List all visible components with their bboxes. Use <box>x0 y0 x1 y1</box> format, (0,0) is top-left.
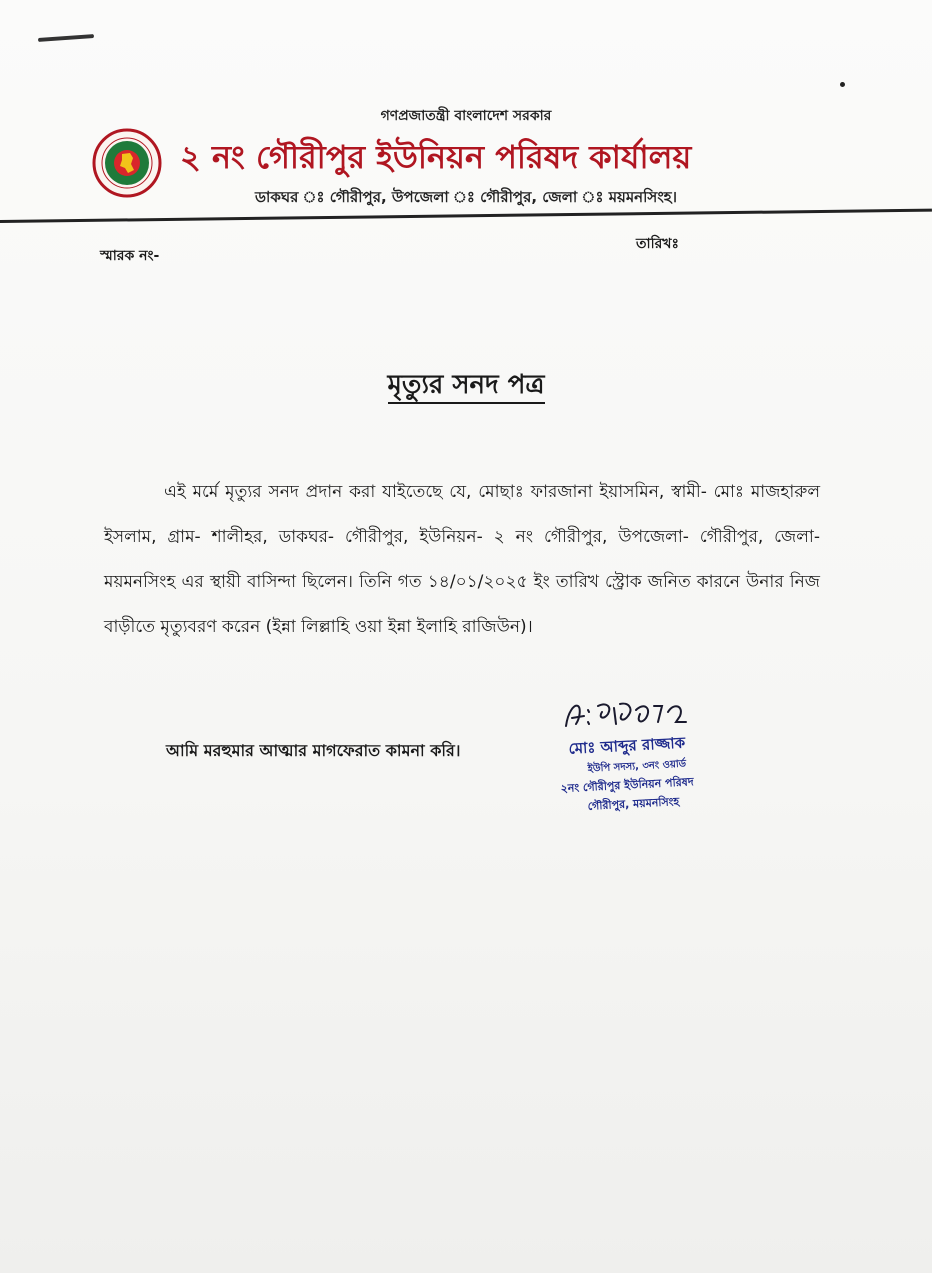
certificate-title-text: মৃত্যুর সনদ পত্র <box>388 370 545 404</box>
certificate-title <box>0 364 932 408</box>
date-label: তারিখঃ <box>636 236 679 252</box>
office-title: ২ নং গৌরীপুর ইউনিয়ন পরিষদ কার্যালয় <box>180 138 692 176</box>
stamp-office: ২নং গৌরীপুর ইউনিয়ন পরিষদ <box>560 775 694 796</box>
pen-mark <box>38 34 94 42</box>
office-address: ডাকঘর ঃ গৌরীপুর, উপজেলা ঃ গৌরীপুর, জেলা ঃ ময়মনসিংহ। <box>254 188 678 206</box>
memo-number-label: স্মারক নং- <box>100 248 160 264</box>
condolence-line: আমি মরহুমার আত্মার মাগফেরাত কামনা করি। <box>166 741 461 760</box>
government-line: গণপ্রজাতন্ত্রী বাংলাদেশ সরকার <box>380 108 552 124</box>
stamp-place: গৌরীপুর, ময়মনসিংহ <box>587 795 680 813</box>
official-stamp <box>558 728 762 818</box>
stamp-name: মোঃ আব্দুর রাজ্জাক <box>568 733 686 758</box>
stamp-role: ইউপি সদস্য, ৩নং ওয়ার্ড <box>587 758 687 775</box>
certificate-body: এই মর্মে মৃত্যুর সনদ প্রদান করা যাইতেছে যে, মোছাঃ ফারজানা ইয়াসমিন, স্বামী- মোঃ মাজহারুল ইসলাম, গ্রাম- শালীহর, ডাকঘর- গৌরীপুর, ইউনিয়ন- ২ নং গৌরীপুর, উপজেলা- গৌরীপুর, জেলা- ময়মনসিংহ এর স্থায়ী বাসিন্দা ছিলেন। তিনি গত ১৪/০১/২০২৫ ইং তারিখ স্ট্রোক জনিত কারনে উনার নিজ বাড়ীতে মৃত্যুবরণ করেন (ইন্না লিল্লাহি ওয়া ইন্না ইলাহি রাজিউন)। <box>104 482 820 637</box>
ink-dot <box>840 82 845 87</box>
